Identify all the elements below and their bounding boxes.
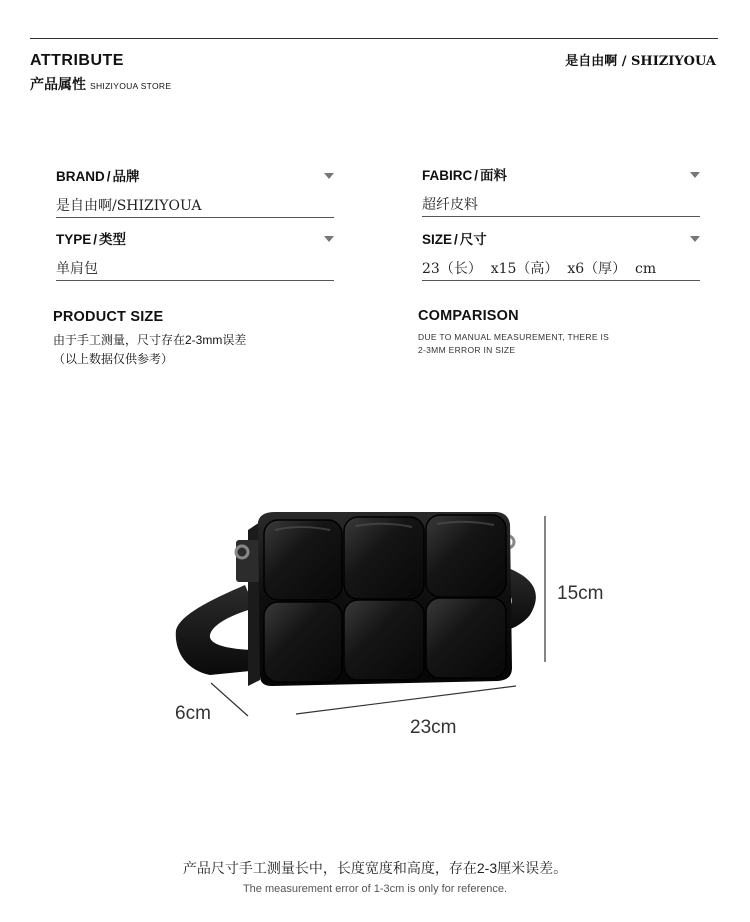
size-value: 23（长） x15（高） x6（厚） cm [422, 258, 700, 281]
fabric-value: 超纤皮料 [422, 194, 700, 217]
brand-label-en: BRAND [56, 169, 105, 184]
product-size-line2: （以上数据仅供参考） [53, 352, 174, 366]
product-size-line1: 由于手工测量，尺寸存在2-3mm误差 [53, 333, 247, 347]
type-label-cn: 类型 [99, 232, 127, 247]
width-label: 23cm [410, 717, 457, 738]
type-label-en: TYPE [56, 232, 92, 247]
fabric-label: FABIRC / 面料 [422, 168, 508, 183]
fabric-label-cn: 面料 [480, 168, 508, 183]
depth-label: 6cm [175, 703, 211, 724]
comparison-line1: DUE TO MANUAL MEASUREMENT, THERE IS [418, 332, 610, 342]
type-label: TYPE / 类型 [56, 232, 127, 247]
store-name: SHIZIYOUA STORE [90, 81, 172, 91]
size-label: SIZE / 尺寸 [422, 232, 487, 247]
footer-note-cn: 产品尺寸手工测量长中，长度宽度和高度，存在2-3厘米误差。 [182, 860, 568, 876]
comparison-title: COMPARISON [418, 308, 519, 324]
attribute-subtitle-cn: 产品属性 [30, 76, 86, 92]
height-label: 15cm [557, 583, 604, 604]
size-label-en: SIZE [422, 232, 453, 247]
product-size-title: PRODUCT SIZE [53, 309, 164, 325]
comparison-line2: 2-3MM ERROR IN SIZE [418, 345, 516, 355]
brand-label: BRAND / 品牌 [56, 169, 140, 184]
type-value: 单肩包 [56, 258, 334, 281]
size-label-cn: 尺寸 [459, 232, 487, 247]
brand-corner-label: 是自由啊 / SHIZIYOUA [565, 54, 716, 69]
brand-value: 是自由啊/SHIZIYOUA [56, 195, 334, 218]
fabric-label-en: FABIRC [422, 168, 473, 183]
brand-label-cn: 品牌 [112, 169, 140, 184]
footer-note-en: The measurement error of 1-3cm is only for reference. [242, 883, 508, 895]
attribute-title: ATTRIBUTE [30, 52, 124, 69]
